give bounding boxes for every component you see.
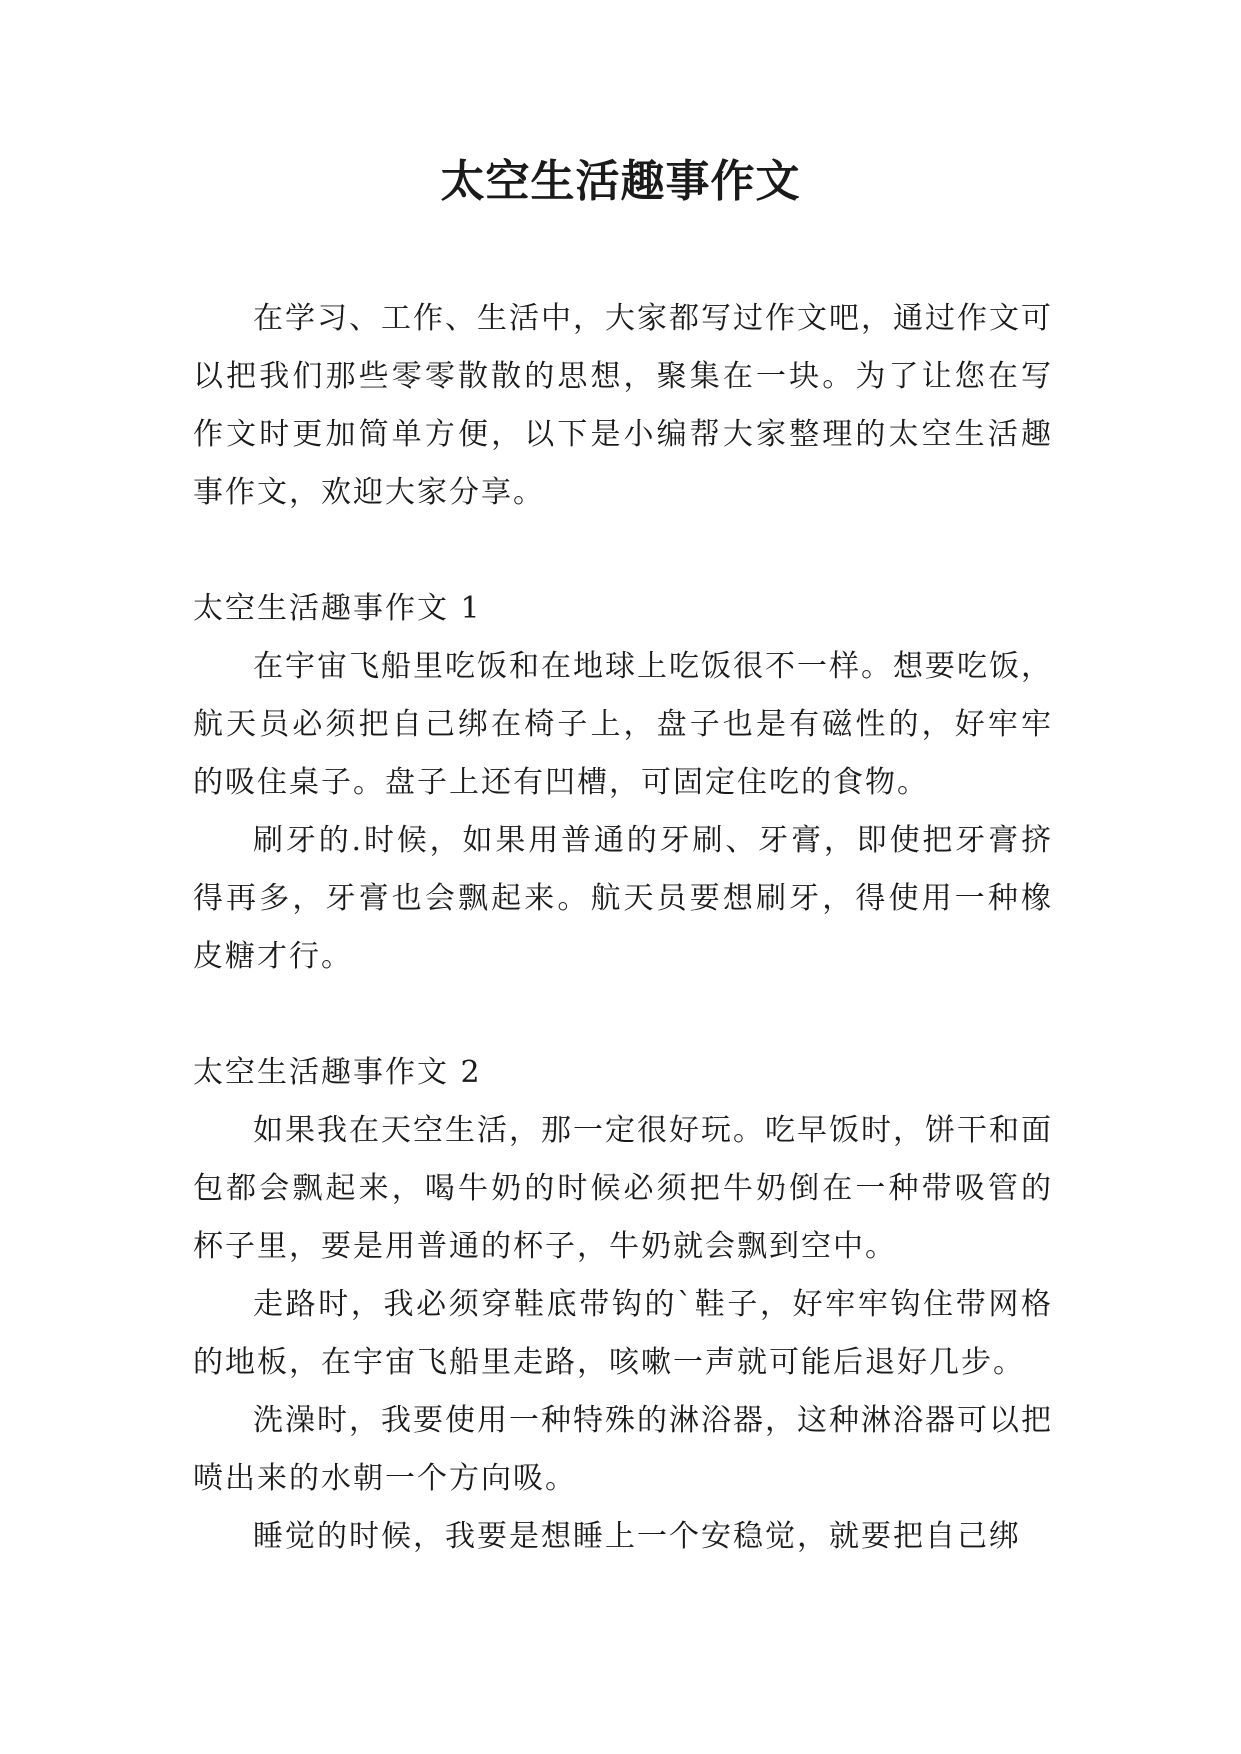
body-paragraph: 洗澡时，我要使用一种特殊的淋浴器，这种淋浴器可以把喷出来的水朝一个方向吸。 — [193, 1403, 1053, 1496]
document-title: 太空生活趣事作文 — [440, 156, 801, 207]
intro-paragraph: 在学习、工作、生活中，大家都写过作文吧，通过作文可以把我们那些零零散散的思想，聚集在一块。为了让您在写作文时更加简单方便，以下是小编帮大家整理的太空生活趣事作文，欢迎大家分享。 — [193, 301, 1053, 510]
body-paragraph: 在宇宙飞船里吃饭和在地球上吃饭很不一样。想要吃饭，航天员必须把自己绑在椅子上，盘子也是有磁性的，好牢牢的吸住桌子。盘子上还有凹槽，可固定住吃的食物。 — [193, 649, 1053, 800]
section-heading: 太空生活趣事作文 2 — [193, 1055, 482, 1090]
body-paragraph: 刷牙的.时候，如果用普通的牙刷、牙膏，即使把牙膏挤得再多，牙膏也会飘起来。航天员要想刷牙，得使用一种橡皮糖才行。 — [193, 823, 1053, 974]
section-heading: 太空生活趣事作文 1 — [193, 591, 482, 626]
section-1 — [193, 580, 1053, 986]
document-body — [193, 290, 1053, 1566]
body-paragraph: 如果我在天空生活，那一定很好玩。吃早饭时，饼干和面包都会飘起来，喝牛奶的时候必须把牛奶倒在一种带吸管的杯子里，要是用普通的杯子，牛奶就会飘到空中。 — [193, 1113, 1053, 1264]
body-paragraph: 睡觉的时候，我要是想睡上一个安稳觉，就要把自己绑 — [253, 1519, 1021, 1554]
body-paragraph: 走路时，我必须穿鞋底带钩的`鞋子，好牢牢钩住带网格的地板，在宇宙飞船里走路，咳嗽一声就可能后退好几步。 — [193, 1287, 1053, 1380]
section-2 — [193, 1044, 1053, 1566]
